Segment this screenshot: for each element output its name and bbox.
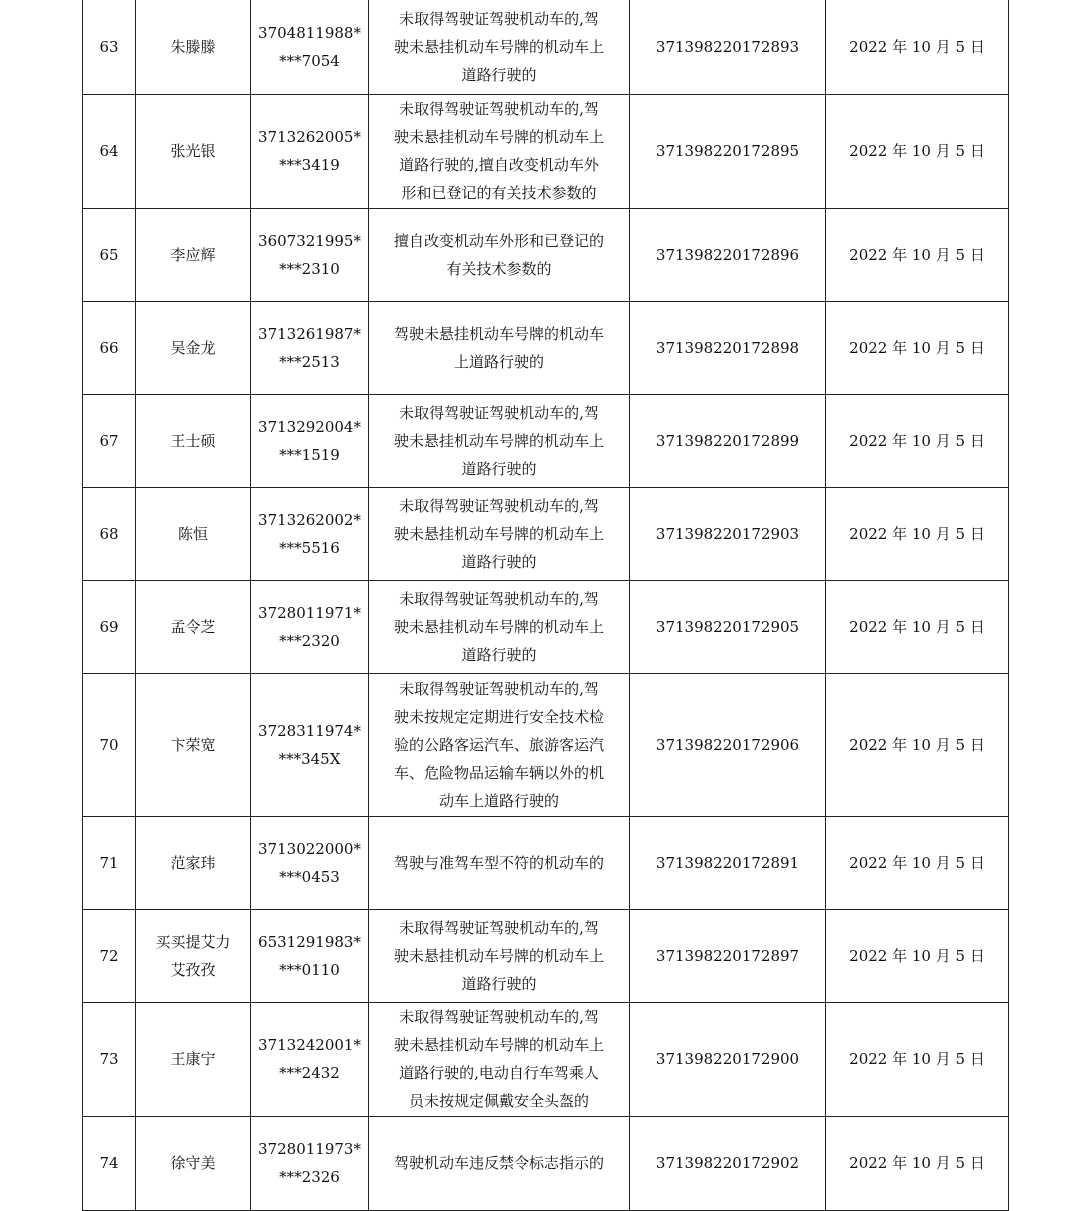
- id-number: 6531291983* ***0110: [251, 909, 369, 1002]
- decision-date: 2022 年 10 月 5 日: [826, 580, 1009, 673]
- decision-date: 2022 年 10 月 5 日: [826, 816, 1009, 909]
- table-row: [83, 909, 1009, 1002]
- person-name: 陈恒: [136, 487, 251, 580]
- violation-reason: 未取得驾驶证驾驶机动车的,驾 驶未悬挂机动车号牌的机动车上 道路行驶的,电动自行车驾乘人 员未按规定佩戴安全头盔的: [369, 1002, 630, 1116]
- row-number: 63: [83, 0, 136, 94]
- table-row: [83, 580, 1009, 673]
- id-number: 3728011971* ***2320: [251, 580, 369, 673]
- person-name: 王士硕: [136, 394, 251, 487]
- decision-number: 371398220172895: [630, 94, 826, 208]
- table-row: [83, 0, 1009, 94]
- id-number: 3713262005* ***3419: [251, 94, 369, 208]
- decision-number: 371398220172898: [630, 301, 826, 394]
- row-number: 72: [83, 909, 136, 1002]
- person-name: 张光银: [136, 94, 251, 208]
- violation-reason: 未取得驾驶证驾驶机动车的,驾 驶未悬挂机动车号牌的机动车上 道路行驶的: [369, 487, 630, 580]
- decision-date: 2022 年 10 月 5 日: [826, 909, 1009, 1002]
- decision-date: 2022 年 10 月 5 日: [826, 1002, 1009, 1116]
- decision-number: 371398220172905: [630, 580, 826, 673]
- person-name: 吴金龙: [136, 301, 251, 394]
- row-number: 73: [83, 1002, 136, 1116]
- id-number: 3713022000* ***0453: [251, 816, 369, 909]
- decision-number: 371398220172896: [630, 208, 826, 301]
- decision-date: 2022 年 10 月 5 日: [826, 208, 1009, 301]
- table-row: [83, 816, 1009, 909]
- decision-date: 2022 年 10 月 5 日: [826, 301, 1009, 394]
- person-name: 朱滕滕: [136, 0, 251, 94]
- id-number: 3713262002* ***5516: [251, 487, 369, 580]
- violation-reason: 未取得驾驶证驾驶机动车的,驾 驶未悬挂机动车号牌的机动车上 道路行驶的: [369, 580, 630, 673]
- person-name: 李应辉: [136, 208, 251, 301]
- violation-reason: 未取得驾驶证驾驶机动车的,驾 驶未悬挂机动车号牌的机动车上 道路行驶的,擅自改变机动车外 形和已登记的有关技术参数的: [369, 94, 630, 208]
- table-row: [83, 301, 1009, 394]
- person-name: 王康宁: [136, 1002, 251, 1116]
- row-number: 68: [83, 487, 136, 580]
- decision-number: 371398220172900: [630, 1002, 826, 1116]
- penalty-table: [82, 0, 1009, 1211]
- decision-number: 371398220172891: [630, 816, 826, 909]
- violation-reason: 驾驶与准驾车型不符的机动车的: [369, 816, 630, 909]
- decision-date: 2022 年 10 月 5 日: [826, 673, 1009, 816]
- violation-reason: 未取得驾驶证驾驶机动车的,驾 驶未悬挂机动车号牌的机动车上 道路行驶的: [369, 909, 630, 1002]
- violation-reason: 驾驶机动车违反禁令标志指示的: [369, 1116, 630, 1210]
- row-number: 69: [83, 580, 136, 673]
- person-name: 买买提艾力 艾孜孜: [136, 909, 251, 1002]
- row-number: 70: [83, 673, 136, 816]
- id-number: 3728011973* ***2326: [251, 1116, 369, 1210]
- decision-date: 2022 年 10 月 5 日: [826, 1116, 1009, 1210]
- decision-date: 2022 年 10 月 5 日: [826, 0, 1009, 94]
- table-row: [83, 673, 1009, 816]
- decision-number: 371398220172893: [630, 0, 826, 94]
- id-number: 3713261987* ***2513: [251, 301, 369, 394]
- id-number: 3704811988* ***7054: [251, 0, 369, 94]
- id-number: 3713242001* ***2432: [251, 1002, 369, 1116]
- id-number: 3713292004* ***1519: [251, 394, 369, 487]
- decision-number: 371398220172906: [630, 673, 826, 816]
- row-number: 64: [83, 94, 136, 208]
- decision-number: 371398220172897: [630, 909, 826, 1002]
- violation-reason: 未取得驾驶证驾驶机动车的,驾 驶未悬挂机动车号牌的机动车上 道路行驶的: [369, 0, 630, 94]
- row-number: 74: [83, 1116, 136, 1210]
- table-row: [83, 1002, 1009, 1116]
- row-number: 65: [83, 208, 136, 301]
- person-name: 徐守美: [136, 1116, 251, 1210]
- row-number: 67: [83, 394, 136, 487]
- row-number: 66: [83, 301, 136, 394]
- table-row: [83, 1116, 1009, 1210]
- table-row: [83, 94, 1009, 208]
- person-name: 范家玮: [136, 816, 251, 909]
- violation-reason: 擅自改变机动车外形和已登记的 有关技术参数的: [369, 208, 630, 301]
- decision-date: 2022 年 10 月 5 日: [826, 94, 1009, 208]
- violation-reason: 驾驶未悬挂机动车号牌的机动车 上道路行驶的: [369, 301, 630, 394]
- decision-number: 371398220172902: [630, 1116, 826, 1210]
- violation-reason: 未取得驾驶证驾驶机动车的,驾 驶未按规定定期进行安全技术检 验的公路客运汽车、旅游客运汽 车、危险物品运输车辆以外的机 动车上道路行驶的: [369, 673, 630, 816]
- row-number: 71: [83, 816, 136, 909]
- violation-reason: 未取得驾驶证驾驶机动车的,驾 驶未悬挂机动车号牌的机动车上 道路行驶的: [369, 394, 630, 487]
- id-number: 3607321995* ***2310: [251, 208, 369, 301]
- person-name: 孟令芝: [136, 580, 251, 673]
- decision-date: 2022 年 10 月 5 日: [826, 394, 1009, 487]
- decision-date: 2022 年 10 月 5 日: [826, 487, 1009, 580]
- table-row: [83, 394, 1009, 487]
- person-name: 卞荣宽: [136, 673, 251, 816]
- table-row: [83, 487, 1009, 580]
- id-number: 3728311974* ***345X: [251, 673, 369, 816]
- decision-number: 371398220172899: [630, 394, 826, 487]
- table-row: [83, 208, 1009, 301]
- decision-number: 371398220172903: [630, 487, 826, 580]
